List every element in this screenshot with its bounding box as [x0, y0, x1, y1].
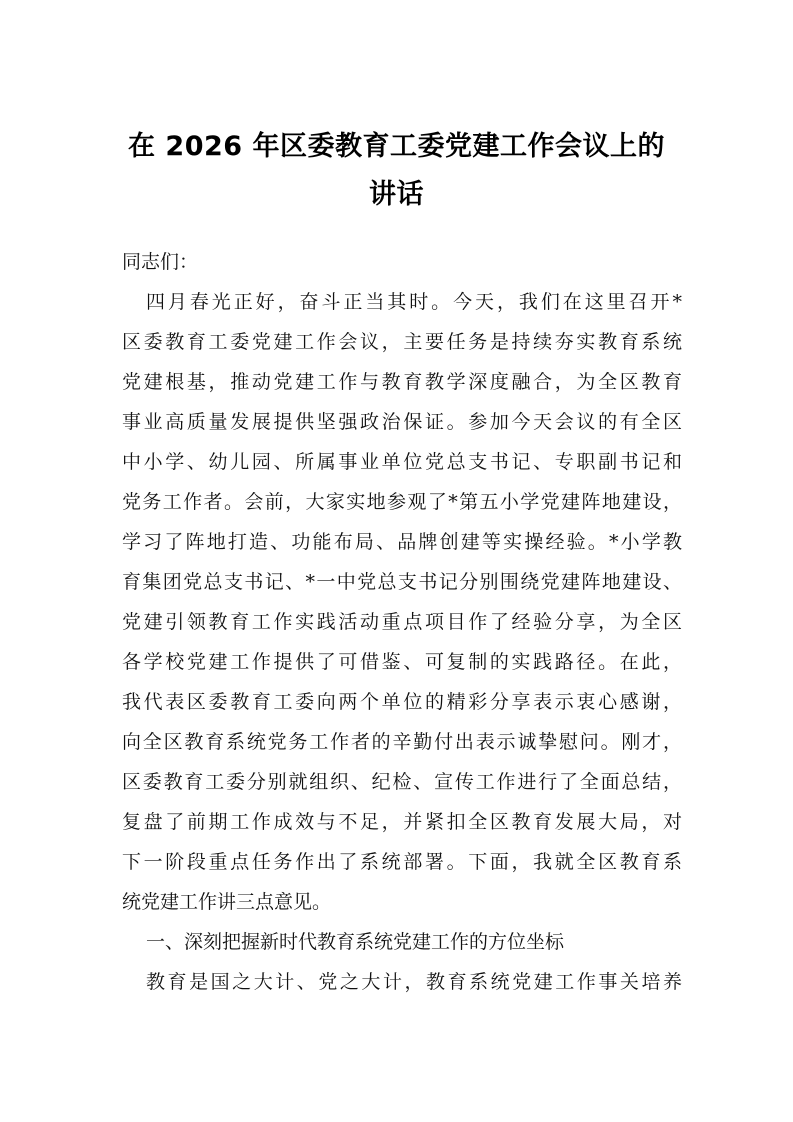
paragraph-line: 我代表区委教育工委向两个单位的精彩分享表示衷心感谢，: [122, 691, 682, 713]
document-title-line-2: 讲话: [369, 179, 424, 210]
paragraph-line: 统党建工作讲三点意见。: [122, 891, 332, 913]
paragraph-line: 区委教育工委党建工作会议，主要任务是持续夯实教育系统: [122, 331, 682, 353]
section-heading-1: 一、深刻把握新时代教育系统党建工作的方位坐标: [146, 931, 565, 953]
salutation: 同志们：: [122, 251, 199, 273]
paragraph-line: 学习了阵地打造、功能布局、品牌创建等实操经验。*小学教: [122, 531, 682, 553]
paragraph-line: 教育是国之大计、党之大计，教育系统党建工作事关培养: [146, 971, 682, 993]
document-title-line-1: 在 2026 年区委教育工委党建工作会议上的: [128, 131, 665, 162]
paragraph-line: 中小学、幼儿园、所属事业单位党总支书记、专职副书记和: [122, 451, 682, 473]
paragraph-line: 区委教育工委分别就组织、纪检、宣传工作进行了全面总结，: [122, 771, 682, 793]
paragraph-line: 复盘了前期工作成效与不足，并紧扣全区教育发展大局，对: [122, 811, 682, 833]
paragraph-line: 四月春光正好，奋斗正当其时。今天，我们在这里召开*: [146, 291, 682, 313]
paragraph-line: 各学校党建工作提供了可借鉴、可复制的实践路径。在此，: [122, 651, 682, 673]
paragraph-line: 党建根基，推动党建工作与教育教学深度融合，为全区教育: [122, 371, 682, 393]
paragraph-line: 党建引领教育工作实践活动重点项目作了经验分享，为全区: [122, 611, 682, 633]
paragraph-line: 向全区教育系统党务工作者的辛勤付出表示诚挚慰问。刚才，: [122, 731, 682, 753]
paragraph-line: 事业高质量发展提供坚强政治保证。参加今天会议的有全区: [122, 411, 682, 433]
paragraph-line: 育集团党总支书记、*一中党总支书记分别围绕党建阵地建设、: [122, 571, 682, 593]
paragraph-line: 下一阶段重点任务作出了系统部署。下面，我就全区教育系: [122, 851, 682, 873]
paragraph-line: 党务工作者。会前，大家实地参观了*第五小学党建阵地建设，: [122, 491, 682, 513]
